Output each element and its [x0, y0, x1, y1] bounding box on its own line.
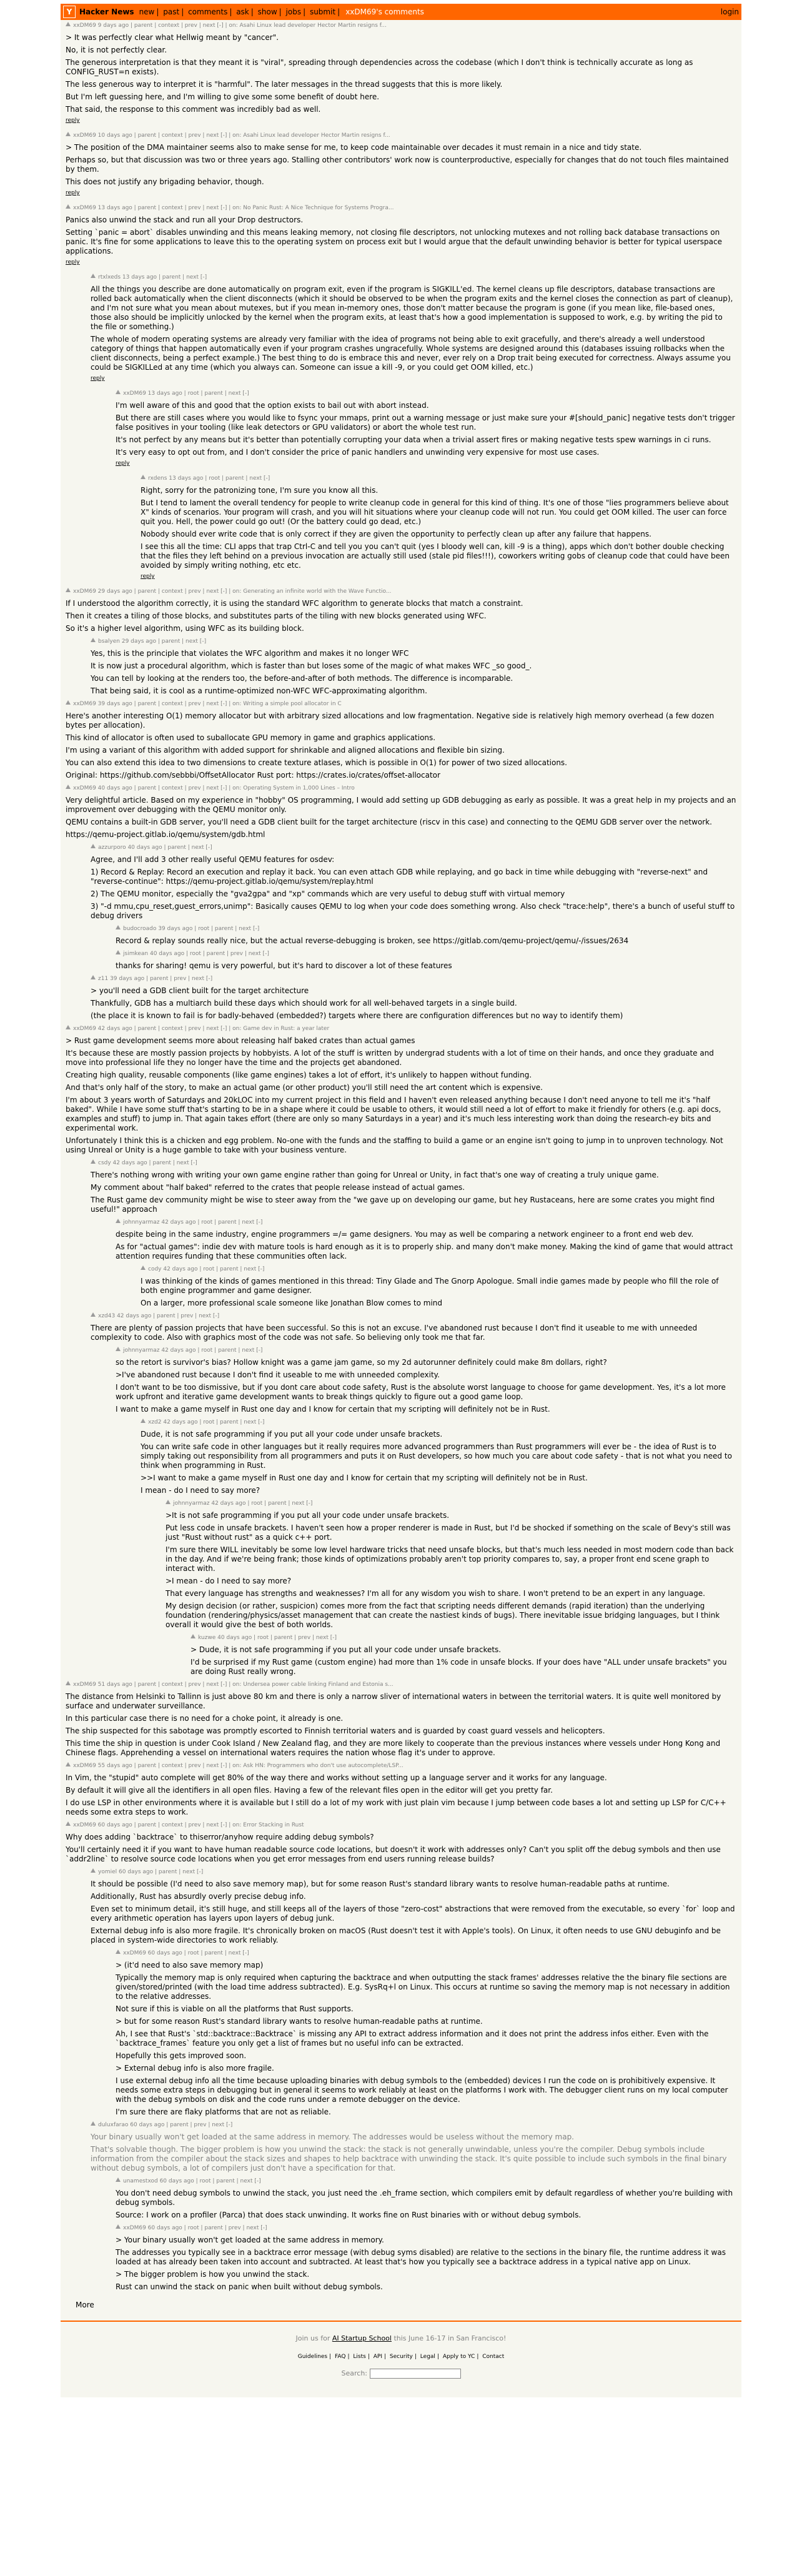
comment-paragraph: > Rust game development seems more about releasing half baked crates than actual games	[66, 1036, 415, 1045]
comment-meta-text[interactable]: xxDM69 39 days ago | parent | context | prev | next [-] | on: Writing a simple pool allocator in C	[73, 701, 342, 707]
comment	[66, 1680, 736, 1758]
comment	[116, 2177, 736, 2220]
comment	[66, 784, 736, 840]
comment-meta	[91, 974, 736, 983]
comment-paragraph: Setting `panic = abort` disables unwinding and this means leaking memory, not closing file descriptors, not unlocking mutexes and not rolling back database transactions on panic. It's fine for some applications to leave this to the operating system on process exit but I would argue that the default unwinding behavior is better for typical userspace applications.	[66, 228, 722, 255]
upvote-icon[interactable]	[66, 1821, 71, 1826]
comment-paragraph: But I'm left guessing here, and I'm willing to give some some benefit of doubt here.	[66, 92, 380, 101]
comment-meta-text[interactable]: johnnyarmaz 42 days ago | root | parent | next [-]	[123, 1347, 263, 1354]
comment-paragraph: I mean - do I need to say more?	[141, 1486, 260, 1495]
nav-jobs[interactable]: jobs	[285, 7, 302, 16]
page	[61, 4, 741, 2397]
header-bar	[61, 4, 741, 20]
comment-meta-text[interactable]: xxDM69 10 days ago | parent | context | prev | next [-] | on: Asahi Linux lead developer Hector Martin resigns f...	[73, 132, 390, 139]
comment-paragraph: It's very easy to opt out from, and I don't consider the price of panic handlers and unwinding very expensive for most use cases.	[116, 448, 600, 457]
nav-ask[interactable]: ask	[236, 7, 249, 16]
reply-link[interactable]: reply	[66, 117, 80, 124]
comment-meta	[66, 1821, 736, 1830]
upvote-icon[interactable]	[116, 2224, 121, 2229]
comment	[116, 2224, 736, 2292]
comment-paragraph: > It was perfectly clear what Hellwig meant by "cancer".	[66, 33, 279, 42]
comment-paragraph: The whole of modern operating systems are already very familiar with the idea of programs not being able to exit gracefully, and there's already a well understood category of things that happen automatically even if your program crashes ungracefully. Whole systems are designed around this (databases issuing rollbacks when the client disconnects, being a perfect example.) The best thing to do is embrace this and never, ever rely on a Drop trait being executed for correctness. Always assume you could be SIGKILLed at any time (which you always can. Someone can issue a kill -9, or you could get OOM killed, etc.)	[91, 335, 731, 372]
comment	[141, 1265, 736, 1308]
comment-paragraph: > (it'd need to also save memory map)	[116, 1961, 264, 1969]
comment-paragraph: The addresses you typically see in a backtrace error message (with debug syms disabled) are relative to the sections in the binary file, the runtime address it was loaded at has already been taken into account and subtracted. At least that's how you typically see a backtrace address in a typical native app on Linux.	[116, 2248, 726, 2266]
comment-meta	[141, 1418, 736, 1427]
search-area	[61, 2369, 741, 2379]
comment-meta-text[interactable]: kuzwe 40 days ago | root | parent | prev | next [-]	[198, 1635, 337, 1641]
comment-paragraph: so the retort is survivor's bias? Hollow knight was a game jam game, so my 2d autorunner definitely could make 8m dollars, right?	[116, 1358, 607, 1367]
comment	[91, 843, 736, 921]
comment-paragraph: All the things you describe are done automatically on program exit, even if the program is SIGKILL'ed. The kernel cleans up file descriptors, database transactions are rolled back automatically when the client disconnects (which it should be observed to be when the program exits and the kernel closes the connection as part of cleanup), and I'm not sure what you mean about mutexes, but if you mean in-memory ones, those don't matter because the program is gone (if you mean like, file-based ones, those also should be implicitly unlocked by the kernel when the program exits, at least that's how a good implementation is supposed to work, e.g. by writing the pid to the file or something.)	[91, 285, 733, 331]
comment-paragraph: I want to make a game myself in Rust one day and I know for certain that my scripting will definitely not be in Rust.	[116, 1405, 550, 1414]
comment-meta-text[interactable]: xxDM69 13 days ago | parent | context | prev | next [-] | on: No Panic Rust: A Nice Technique for Systems Progra...	[73, 205, 394, 211]
comment-paragraph: >I mean - do I need to say more?	[166, 1577, 292, 1585]
footer-link-apply[interactable]: Apply to YC	[442, 2354, 475, 2360]
comment-paragraph: I was thinking of the kinds of games mentioned in this thread: Tiny Glade and The Gnorp Apologue. Small indie games made by people who fill the role of both engine programmer and game designer.	[141, 1277, 719, 1295]
comment-meta	[166, 1499, 736, 1508]
upvote-icon[interactable]	[66, 204, 71, 209]
comment-meta	[191, 1633, 736, 1642]
comment-paragraph: This does not justify any brigading behavior, though.	[66, 177, 264, 186]
comment-paragraph: Rust can unwind the stack on panic when built without debug symbols.	[116, 2282, 383, 2291]
comment	[66, 1821, 736, 1864]
comment-meta-text[interactable]: xxDM69 55 days ago | parent | context | prev | next [-] | on: Ask HN: Programmers who don't use autocomplete/LSP...	[73, 1763, 403, 1769]
site-title[interactable]: Hacker News	[79, 7, 134, 16]
comment-paragraph: That said, the response to this comment was incredibly bad as well.	[66, 105, 321, 114]
comment-paragraph: Additionally, Rust has absurdly overly precise debug info.	[91, 1892, 306, 1901]
comment-paragraph: Thankfully, GDB has a multiarch build these days which should work for all well-behaved targets in a single build.	[91, 999, 517, 1008]
page-user-title: xxDM69's comments	[345, 7, 424, 16]
comment-paragraph: Dude, it is not safe programming if you put all your code under unsafe brackets.	[141, 1430, 443, 1439]
comment	[191, 1633, 736, 1677]
comment-meta	[116, 2177, 736, 2186]
comment-paragraph: That's solvable though. The bigger problem is how you unwind the stack: the stack is not generally unwindable, unless you're the compiler. Debug symbols include information from the compiler about the stack sizes and shapes to help backtrace with unwinding the stack. It's quite possible to include such symbols in the final binary without debug symbols, a lot of compilers just don't have a specification for that.	[91, 2145, 727, 2172]
comment	[116, 1218, 736, 1261]
upvote-icon[interactable]	[116, 1347, 121, 1351]
comment-meta	[66, 1680, 736, 1689]
comment-paragraph: Why does adding `backtrace` to thiserror/anyhow require adding debug symbols?	[66, 1833, 374, 1841]
comment	[91, 1868, 736, 1945]
comment-meta	[116, 1346, 736, 1355]
comment-paragraph: Not sure if this is viable on all the platforms that Rust supports.	[116, 2004, 354, 2013]
comment-paragraph: My design decision (or rather, suspicion) comes more from the fact that scripting needs different demands (rapid iteration) than the underlying foundation (rendering/physics/asset management that can create the nastiest kinds of bugs). There inevitable issue bridging languages, but I think overall it would give the best of both worlds.	[166, 1602, 720, 1629]
comment	[116, 949, 736, 971]
comment	[91, 1312, 736, 1342]
comment-paragraph: You can tell by looking at the renders too, the before-and-after of both methods. The difference is incomparable.	[91, 674, 513, 683]
comment-paragraph: Right, sorry for the patronizing tone, I'm sure you know all this.	[141, 486, 379, 495]
comment-meta	[91, 273, 736, 282]
comment-meta-text[interactable]: z11 39 days ago | parent | prev | next [-]	[98, 976, 213, 982]
comment-paragraph: Here's another interesting O(1) memory allocator but with arbitrary sized allocations and low fragmentation. Negative side is relatively high memory overhead (a few dozen bytes per allocation).	[66, 711, 715, 730]
comment-meta-text[interactable]: xxDM69 60 days ago | root | parent | next [-]	[123, 1950, 249, 1956]
footer-links: Guidelines | FAQ | Lists | API | Security | Legal | Apply to YC | Contact	[297, 2354, 505, 2360]
comment-meta	[91, 1159, 736, 1167]
comment-meta	[91, 1868, 736, 1876]
comment-paragraph: I'm about 3 years worth of Saturdays and 20kLOC into my current project in this field and I haven't even released anything because I don't need anyone to tell me it's "half baked". While I have some stuff that's starting to be in a shape where it could be usable to others, it would still need a lot of effort to make it friendly for others (e.g. api docs, examples and stuff) to jump in. That again takes effort (there are only so many Saturdays in a year) and it's much less interesting work than doing the research-ey bits and experimental work.	[66, 1096, 721, 1132]
footer	[61, 2321, 741, 2397]
comment-paragraph: > The position of the DMA maintainer seems also to make sense for me, to keep code maintainable over decades it must remain in a nice and tidy state.	[66, 143, 642, 152]
comment	[91, 2121, 736, 2173]
comment-meta	[66, 204, 736, 212]
comment-paragraph: I do use LSP in other environments where it is available but I still do a lot of my work with just plain vim because I jump between code bases a lot and setting up LSP for C/C++ needs some extra steps to work.	[66, 1798, 726, 1816]
comment-paragraph: QEMU contains a built-in GDB server, you'll need a GDB client built for the target architecture (riscv in this case) and connecting to the QEMU GDB server over the network.	[66, 818, 712, 826]
upvote-icon[interactable]	[91, 1868, 96, 1873]
comment-paragraph: And that's only half of the story, to make an actual game (or other product) you'll still need the art content which is expensive.	[66, 1083, 543, 1092]
comment-meta-text[interactable]: xzd2 42 days ago | root | parent | next [-]	[148, 1419, 265, 1425]
comment-meta	[66, 131, 736, 140]
comment-meta-text[interactable]: yomiel 60 days ago | parent | next [-]	[98, 1869, 204, 1875]
upvote-icon[interactable]	[91, 638, 96, 642]
comment-paragraph: Put less code in unsafe brackets. I haven't seen how a proper renderer is made in Rust, but I'd be shocked if something on the scale of Bevy's still was just "Rust without rust" as a quick c++ port.	[166, 1523, 731, 1542]
footer-link-lists[interactable]: Lists	[353, 2354, 366, 2360]
comment-paragraph: Unfortunately I think this is a chicken and egg problem. No-one with the funds and the staffing to build a game or an engine isn't going to jump in to unproven technology. Not using Unreal or Unity is a huge gamble to take with your business venture.	[66, 1136, 723, 1154]
comment	[91, 273, 736, 382]
comment-meta-text[interactable]: johnnyarmaz 42 days ago | root | parent | next [-]	[123, 1219, 263, 1226]
comment-paragraph: Your binary usually won't get loaded at the same address in memory. The addresses would be useless without the memory map.	[91, 2133, 574, 2141]
comment-meta-text[interactable]: unamestxod 60 days ago | root | parent | next [-]	[123, 2178, 261, 2184]
upvote-icon[interactable]	[116, 950, 121, 954]
comment-paragraph: Yes, this is the principle that violates the WFC algorithm and makes it no longer WFC	[91, 649, 409, 658]
comment-meta	[116, 389, 736, 398]
comment-meta-text[interactable]: xxDM69 51 days ago | parent | context | prev | next [-] | on: Undersea power cable linking Finland and Estonia s...	[73, 1682, 394, 1688]
comment-meta	[66, 21, 736, 30]
comment-meta-text[interactable]: csdy 42 days ago | parent | next [-]	[98, 1160, 197, 1166]
comment-meta	[91, 1312, 736, 1320]
comment	[116, 1346, 736, 1414]
comment-paragraph: I'm well aware of this and good that the option exists to bail out with abort instead.	[116, 401, 429, 410]
nav-show[interactable]: show	[257, 7, 277, 16]
comment-paragraph: Very delightful article. Based on my experience in "hobby" OS programming, I would add setting up GDB debugging as early as possible. It was a great help in my projects and an improvement over debugging with the QEMU monitor only.	[66, 796, 736, 814]
comment-paragraph: The less generous way to interpret it is "harmful". The later messages in the thread suggests that this is more likely.	[66, 80, 503, 89]
upvote-icon[interactable]	[91, 844, 96, 848]
comment-paragraph: Original: https://github.com/sebbbi/OffsetAllocator Rust port: https://crates.io/crates/offset-allocator	[66, 771, 440, 780]
comment-paragraph: I'm sure there WILL inevitably be some low level hardware tricks that need unsafe blocks, but that's much less needed in most modern code than back in the day. And if we're being frank; those kinds of optimizations probably aren't top priority compares to, say, a proper front end scene graph to interact with.	[166, 1545, 734, 1573]
comment-paragraph: That being said, it is cool as a runtime-optimized non-WFC WFC-approximating algorithm.	[91, 686, 427, 695]
upvote-icon[interactable]	[91, 975, 96, 979]
comment	[66, 1024, 736, 1155]
comment	[91, 974, 736, 1021]
reply-link[interactable]: reply	[91, 375, 105, 382]
comment-paragraph: Panics also unwind the stack and run all your Drop destructors.	[66, 215, 304, 224]
nav-links: new | past | comments | ask | show | jobs | submit |	[139, 7, 340, 16]
comment-paragraph: But I tend to lament the overall tendency for people to write cleanup code in general for this kind of thing. It's one of those "lies programmers believe about X" kinds of scenarios. Your program will crash, and you will hit situations where your cleanup code will not run. You could get OOM killed. The user can force quit you. Hell, the power could go out! (Or the battery could go dead, etc.)	[141, 498, 729, 526]
comment-meta	[66, 1024, 736, 1033]
comment-paragraph: That every language has strengths and weaknesses? I'm all for any wisdom you wish to share. I won't pretend to be an expert in any language.	[166, 1589, 705, 1598]
comment-paragraph: I don't want to be too dismissive, but if you dont care about code safety, Rust is the absolute worst language to choose for game development. Yes, it's a lot more work upfront and iterative game development wants to break things quickly to figure out a good game loop.	[116, 1383, 726, 1401]
comment-meta-text[interactable]: bsalyen 29 days ago | parent | next [-]	[98, 638, 207, 645]
comment-meta-text[interactable]: cody 42 days ago | root | parent | next [-]	[148, 1266, 265, 1272]
comment	[66, 587, 736, 633]
comment-paragraph: The distance from Helsinki to Tallinn is just above 80 km and there is only a narrow sliver of international waters in between the territorial waters. It is quite well monitored by surface and underwater surveillance.	[66, 1692, 721, 1710]
upvote-icon[interactable]	[66, 700, 71, 705]
comment-meta	[91, 843, 736, 852]
comment-paragraph: > you'll need a GDB client built for the target architecture	[91, 986, 309, 995]
comment-paragraph: Hopefully this gets improved soon.	[116, 2051, 247, 2060]
comment-meta-text[interactable]: xxDM69 42 days ago | parent | context | prev | next [-] | on: Game dev in Rust: a year later	[73, 1026, 330, 1032]
comment-paragraph: Agree, and I'll add 3 other really useful QEMU features for osdev:	[91, 855, 335, 864]
comment-paragraph: You can also extend this idea to two dimensions to create texture atlases, which is possible in O(1) for power of two sized allocations.	[66, 758, 567, 767]
comment-paragraph: I'd be surprised if my Rust game (custom engine) had more than 1% code in unsafe blocks. If your does have "ALL under unsafe brackets" you are doing Rust really wrong.	[191, 1658, 727, 1676]
nav-comments[interactable]: comments	[188, 7, 228, 16]
yc-banner-post: this June 16-17 in San Francisco!	[391, 2334, 507, 2342]
comment-meta-text[interactable]: xzd43 42 days ago | parent | prev | next [-]	[98, 1313, 220, 1319]
footer-link-faq[interactable]: FAQ	[335, 2354, 346, 2360]
upvote-icon[interactable]	[141, 1419, 146, 1423]
comment-paragraph: You'll certainly need it if you want to have human readable source code locations, but doesn't it work with addresses only? Can't you split off the debug symbols and then use `addr2line` to resolve source code locations when you get error messages from end users running release builds?	[66, 1845, 721, 1863]
comment	[91, 637, 736, 696]
upvote-icon[interactable]	[66, 1762, 71, 1766]
comment-meta	[66, 1761, 736, 1770]
comment-paragraph: Even set to minimum detail, it's still huge, and still keeps all of the layers of those "zero-cost" abstractions that were removed from the executable, so every `for` loop and every arithmetic operation has layers upon layers of debug junk.	[91, 1905, 735, 1923]
comment-paragraph: In this particular case there is no need for a choke point, it already is one.	[66, 1714, 344, 1723]
comment-paragraph: Source: I work on a profiler (Parca) that does stack unwinding. It works fine on Rust binaries with or without debug symbols.	[116, 2211, 582, 2219]
upvote-icon[interactable]	[66, 588, 71, 592]
comment-paragraph: There's nothing wrong with writing your own game engine rather than going for Unreal or Unity, in fact that's one way of creating a truly unique game.	[91, 1171, 659, 1179]
comment-meta-text[interactable]: duluxfarao 60 days ago | parent | prev | next [-]	[98, 2122, 233, 2128]
reply-link[interactable]: reply	[116, 460, 130, 467]
comment-meta	[116, 1218, 736, 1227]
comment-list	[61, 20, 741, 2292]
comment-paragraph: But there are still cases where you would like to fsync your mmaps, print out a warning message or just make sure your #[should_panic] negative tests don't trigger false positives in your tooling (like leak detectors or GPU validators) or abort the whole test run.	[116, 414, 735, 432]
comment-meta-text[interactable]: xxDM69 9 days ago | parent | context | prev | next [-] | on: Asahi Linux lead developer Hector Martin resigns f...	[73, 22, 387, 29]
comment-paragraph: It is now just a procedural algorithm, which is faster than but loses some of the magic of what makes WFC _so good_.	[91, 661, 532, 670]
comment-paragraph: > Your binary usually won't get loaded at the same address in memory.	[116, 2236, 384, 2244]
more-link[interactable]: More	[76, 2301, 94, 2309]
upvote-icon[interactable]	[116, 925, 121, 929]
comment	[91, 1159, 736, 1214]
comment-paragraph: 1) Record & Replay: Record an execution and replay it back. You can even attach GDB while replaying, and go back in time while debugging with "reverse-next" and "reverse-continue": https://qemu-project.gitlab.io/qemu/system/replay.html	[91, 868, 708, 886]
footer-link-guidelines[interactable]: Guidelines	[297, 2354, 328, 2360]
comment-paragraph: It's because these are mostly passion projects by hobbyists. A lot of the stuff is written by undergrad students with a lot of time on their hands, and once they graduate and move into professional life they no longer have the time and the projects get abandoned.	[66, 1049, 714, 1067]
comment-meta-text[interactable]: johnnyarmaz 42 days ago | root | parent | next [-]	[173, 1500, 313, 1507]
yc-banner-link[interactable]: AI Startup School	[332, 2334, 392, 2342]
comment-meta	[66, 784, 736, 793]
comment-meta	[91, 2121, 736, 2129]
footer-link-legal[interactable]: Legal	[420, 2354, 435, 2360]
upvote-icon[interactable]	[66, 1025, 71, 1029]
upvote-icon[interactable]	[141, 1266, 146, 1270]
comment-paragraph: Typically the memory map is only required when capturing the backtrace and when outputting the stack frames' addresses relative the the binary file sections are given/stored/printed (with the load time address subtracted). E.g. SysRq+l on Linux. This occurs at runtime so saving the memory map is not necessary in addition to the relative addresses.	[116, 1973, 730, 2001]
comment-paragraph: The Rust game dev community might be wise to steer away from the "we gave up on developing our game, but hey Rustaceans, here are some crates you might find useful!" approach	[91, 1196, 715, 1214]
comment-paragraph: No, it is not perfectly clear.	[66, 46, 167, 54]
comment-meta	[141, 1265, 736, 1274]
comment-meta-text[interactable]: budocroado 39 days ago | root | parent | next [-]	[123, 926, 260, 932]
comment-paragraph: In Vim, the "stupid" auto complete will get 80% of the way there and works without setting up a language server and it works for any language.	[66, 1773, 607, 1782]
upvote-icon[interactable]	[116, 1219, 121, 1223]
comment-paragraph: Ah, I see that Rust's `std::backtrace::Backtrace` is missing any API to extract address information and it does not print the address infos either. Even with the `backtrace_frames` feature you only get a list of frames but no useful info can be extracted.	[116, 2029, 709, 2048]
comment-paragraph: > The bigger problem is how you unwind the stack.	[116, 2270, 310, 2279]
yc-banner	[61, 2334, 741, 2342]
comment-paragraph: > External debug info is also more fragile.	[116, 2064, 274, 2073]
upvote-icon[interactable]	[91, 1312, 96, 1317]
comment-paragraph: There are plenty of passion projects that have been successful. So this is not an excuse. I've abandoned rust because I don't find it useable to me with unneeded complexity to code. Also with graphics most of the code was not safe. So believing only took me that far.	[91, 1324, 698, 1342]
comment-meta-text[interactable]: rtxlxeds 13 days ago | parent | next [-]	[98, 274, 207, 280]
comment	[116, 389, 736, 467]
comment-paragraph: I see this all the time: CLI apps that trap Ctrl-C and tell you you can't quit (yes I bloody well can, kill -9 is a thing), apps which don't bother double checking that the files they left behind on a previous invocation are actually still used (stale pid files!!!), coworkers writing gobs of cleanup code that could have been avoided by simply writing nothing, etc etc.	[141, 542, 730, 570]
comment-paragraph: Then it creates a tiling of those blocks, and substitutes parts of the tiling with new blocks generated using WFC.	[66, 612, 487, 620]
comment-paragraph: Nobody should ever write code that is only correct if they are given the opportunity to perfectly clean up after any failure that happens.	[141, 530, 651, 538]
comment-paragraph: External debug info is also more fragile. It's chronically broken on macOS (Rust doesn't test it with Apple's tools). On Linux, it often needs to use GNU debuginfo and be placed in system-wide directories to work reliably.	[91, 1926, 721, 1944]
comment-meta	[116, 2224, 736, 2232]
upvote-icon[interactable]	[191, 1634, 196, 1638]
footer-link-contact[interactable]: Contact	[482, 2354, 505, 2360]
comment-paragraph: despite being in the same industry, engine programmers =/= game designers. You may as well be comparing a network engineer to a front end web dev.	[116, 1230, 694, 1239]
comment-paragraph: The generous interpretation is that they meant it is "viral", spreading through dependencies across the codebase (which I don't think is technically accurate as long as CONFIG_RUST=n exists).	[66, 58, 693, 76]
comment-meta-text[interactable]: rxdens 13 days ago | root | parent | next [-]	[148, 475, 270, 482]
comment-meta	[91, 637, 736, 646]
comment-meta	[116, 949, 736, 958]
upvote-icon[interactable]	[141, 475, 146, 479]
footer-link-security[interactable]: Security	[389, 2354, 413, 2360]
nav-new[interactable]: new	[139, 7, 155, 16]
comment	[141, 474, 736, 580]
comment-meta	[116, 924, 736, 933]
comment-meta-text[interactable]: azzurporo 40 days ago | parent | next [-]	[98, 845, 212, 851]
comment-paragraph: https://qemu-project.gitlab.io/qemu/system/gdb.html	[66, 830, 265, 839]
upvote-icon[interactable]	[91, 2121, 96, 2126]
comment-paragraph: >>I want to make a game myself in Rust one day and I know for certain that my scripting will definitely not be in Rust.	[141, 1474, 588, 1482]
upvote-icon[interactable]	[116, 2177, 121, 2182]
comment	[66, 700, 736, 780]
comment	[141, 1418, 736, 1495]
comment-paragraph: You don't need debug symbols to unwind the stack, you just need the .eh_frame section, which compilers emit by default regardless of whether you're building with debug symbols.	[116, 2189, 733, 2207]
search-label: Search:	[341, 2369, 367, 2377]
comment	[116, 924, 736, 946]
comment-paragraph: This time the ship in question is under Cook Island / New Zealand flag, and they are more likely to cooperate than the previous instances where vessels under Hong Kong and Chinese flags. Apprehending a vessel on international waters requires the nation whose flag it's under to approve.	[66, 1739, 721, 1757]
comment	[116, 1949, 736, 2117]
comment-meta-text[interactable]: xxDM69 60 days ago | parent | context | prev | next [-] | on: Error Stacking in Rust	[73, 1822, 304, 1828]
comment	[66, 204, 736, 265]
comment-paragraph: The ship suspected for this sabotage was promptly escorted to Finnish territorial waters and is guarded by coast guard vessels and helicopters.	[66, 1726, 605, 1735]
comment-paragraph: 2) The QEMU monitor, especially the "gva2gpa" and "xp" commands which are very useful to debug stuff with virtual memory	[91, 889, 565, 898]
comment	[66, 21, 736, 124]
comment-paragraph: It's not perfect by any means but it's better than potentially corrupting your data when a trivial assert fires or making negative tests spew warnings in ci runs.	[116, 435, 711, 444]
upvote-icon[interactable]	[116, 390, 121, 394]
comment-meta-text[interactable]: xxDM69 29 days ago | parent | context | prev | next [-] | on: Generating an infinite world with the Wave Functio...	[73, 588, 392, 595]
login-link[interactable]: login	[720, 7, 739, 16]
upvote-icon[interactable]	[66, 785, 71, 789]
comment-paragraph: I'm using a variant of this algorithm with added support for shrinkable and aligned allocations and flexible bin sizing.	[66, 746, 505, 755]
yc-banner-pre: Join us for	[295, 2334, 332, 2342]
nav-past[interactable]: past	[163, 7, 180, 16]
comment-paragraph: > but for some reason Rust's standard library wants to resolve human-readable paths at runtime.	[116, 2017, 483, 2026]
comment-paragraph: I use external debug info all the time because uploading binaries with debug symbols to the (embedded) devices I run the code on is prohibitively expensive. It needs some extra steps in debugging but in general it seems to work reliably at least on the platforms I work with. The debugger client runs on my local computer with the debug symbols on disk and the code runs under a remote debugger on the device.	[116, 2076, 728, 2104]
upvote-icon[interactable]	[66, 22, 71, 26]
comment-meta-text[interactable]: xxDM69 60 days ago | root | parent | prev | next [-]	[123, 2225, 267, 2231]
comment-meta	[66, 700, 736, 708]
comment-meta	[116, 1949, 736, 1958]
upvote-icon[interactable]	[91, 1159, 96, 1164]
comment-paragraph: So it's a higher level algorithm, using WFC as its building block.	[66, 624, 304, 633]
search-input[interactable]	[370, 2369, 461, 2379]
comment-paragraph: It should be possible (I'd need to also save memory map), but for some reason Rust's standard library wants to resolve human-readable paths at runtime.	[91, 1880, 670, 1888]
comment-paragraph: 3) "-d mmu,cpu_reset,guest_errors,unimp": Basically causes QEMU to log when your code does something wrong. Also check "trace:help", there's a bunch of useful stuff to debug drivers	[91, 902, 735, 920]
comment-paragraph: thanks for sharing! qemu is very powerful, but it's hard to discover a lot of these features	[116, 961, 452, 970]
comment	[66, 1761, 736, 1817]
comment-meta-text[interactable]: xxDM69 13 days ago | root | parent | next [-]	[123, 390, 249, 397]
comment-paragraph: You can write safe code in other languages but it really requires more advanced programmers than Rust programmers will ever be - the idea of Rust is to simply taking out responsibility from all programmers and puts it on Rust developers, so how much you care about code safety - that is not what you need to think when programming in Rust.	[141, 1442, 732, 1470]
comment-paragraph: My comment about "half baked" referred to the crates that people release instead of actual games.	[91, 1183, 465, 1192]
comment	[166, 1499, 736, 1630]
upvote-icon[interactable]	[66, 132, 71, 136]
comment-paragraph: I'm sure there are flaky platforms that are not as reliable.	[116, 2108, 331, 2116]
upvote-icon[interactable]	[166, 1500, 171, 1504]
comment-paragraph: Creating high quality, reusable components (like game engines) takes a lot of effort, it's unlikely to happen without funding.	[66, 1071, 532, 1079]
reply-link[interactable]: reply	[66, 259, 80, 265]
y-logo[interactable]: Y	[63, 6, 76, 18]
comment-paragraph: If I understood the algorithm correctly, it is using the standard WFC algorithm to generate blocks that match a constraint.	[66, 599, 523, 608]
upvote-icon[interactable]	[66, 1681, 71, 1685]
comment-paragraph: As for "actual games": indie dev with mature tools is hard enough as it is to properly ship. and many don't make money. Making the kind of game that would attract attention requires funding that these communities often lack.	[116, 1242, 733, 1261]
comment	[66, 131, 736, 196]
comment-paragraph: On a larger, more professional scale someone like Jonathan Blow comes to mind	[141, 1299, 443, 1307]
nav-submit[interactable]: submit	[309, 7, 336, 16]
comment-paragraph: This kind of allocator is often used to suballocate GPU memory in game and graphics applications.	[66, 733, 436, 742]
reply-link[interactable]: reply	[66, 190, 80, 196]
comment-meta	[141, 474, 736, 483]
comment-paragraph: >I've abandoned rust because I don't find it useable to me with unneeded complexity.	[116, 1370, 440, 1379]
footer-link-api[interactable]: API	[373, 2354, 382, 2360]
comment-paragraph: > Dude, it is not safe programming if you put all your code under unsafe brackets.	[191, 1645, 502, 1654]
upvote-icon[interactable]	[116, 1949, 121, 1954]
upvote-icon[interactable]	[91, 274, 96, 278]
comment-paragraph: (the place it is known to fail is for badly-behaved (embedded?) targets where there are configuration differences but no way to identify them)	[91, 1011, 623, 1020]
comment-meta	[66, 587, 736, 596]
comment-paragraph: By default it will give all the identifiers in all open files. Having a few of the relevant files open in the editor will get you pretty far.	[66, 1786, 553, 1795]
comment-paragraph: >It is not safe programming if you put all your code under unsafe brackets.	[166, 1511, 450, 1520]
comment-paragraph: Record & replay sounds really nice, but the actual reverse-debugging is broken, see https://gitlab.com/qemu-project/qemu/-/issues/2634	[116, 936, 629, 945]
reply-link[interactable]: reply	[141, 573, 155, 580]
comment-meta-text[interactable]: xxDM69 40 days ago | parent | context | prev | next [-] | on: Operating System in 1,000 Lines – Intro	[73, 785, 355, 791]
comment-paragraph: Perhaps so, but that discussion was two or three years ago. Stalling other contributors' work now is counterproductive, especially for changes that do not touch files maintained by them.	[66, 156, 729, 174]
comment-meta-text[interactable]: jsimkean 40 days ago | root | parent | prev | next [-]	[123, 951, 269, 957]
